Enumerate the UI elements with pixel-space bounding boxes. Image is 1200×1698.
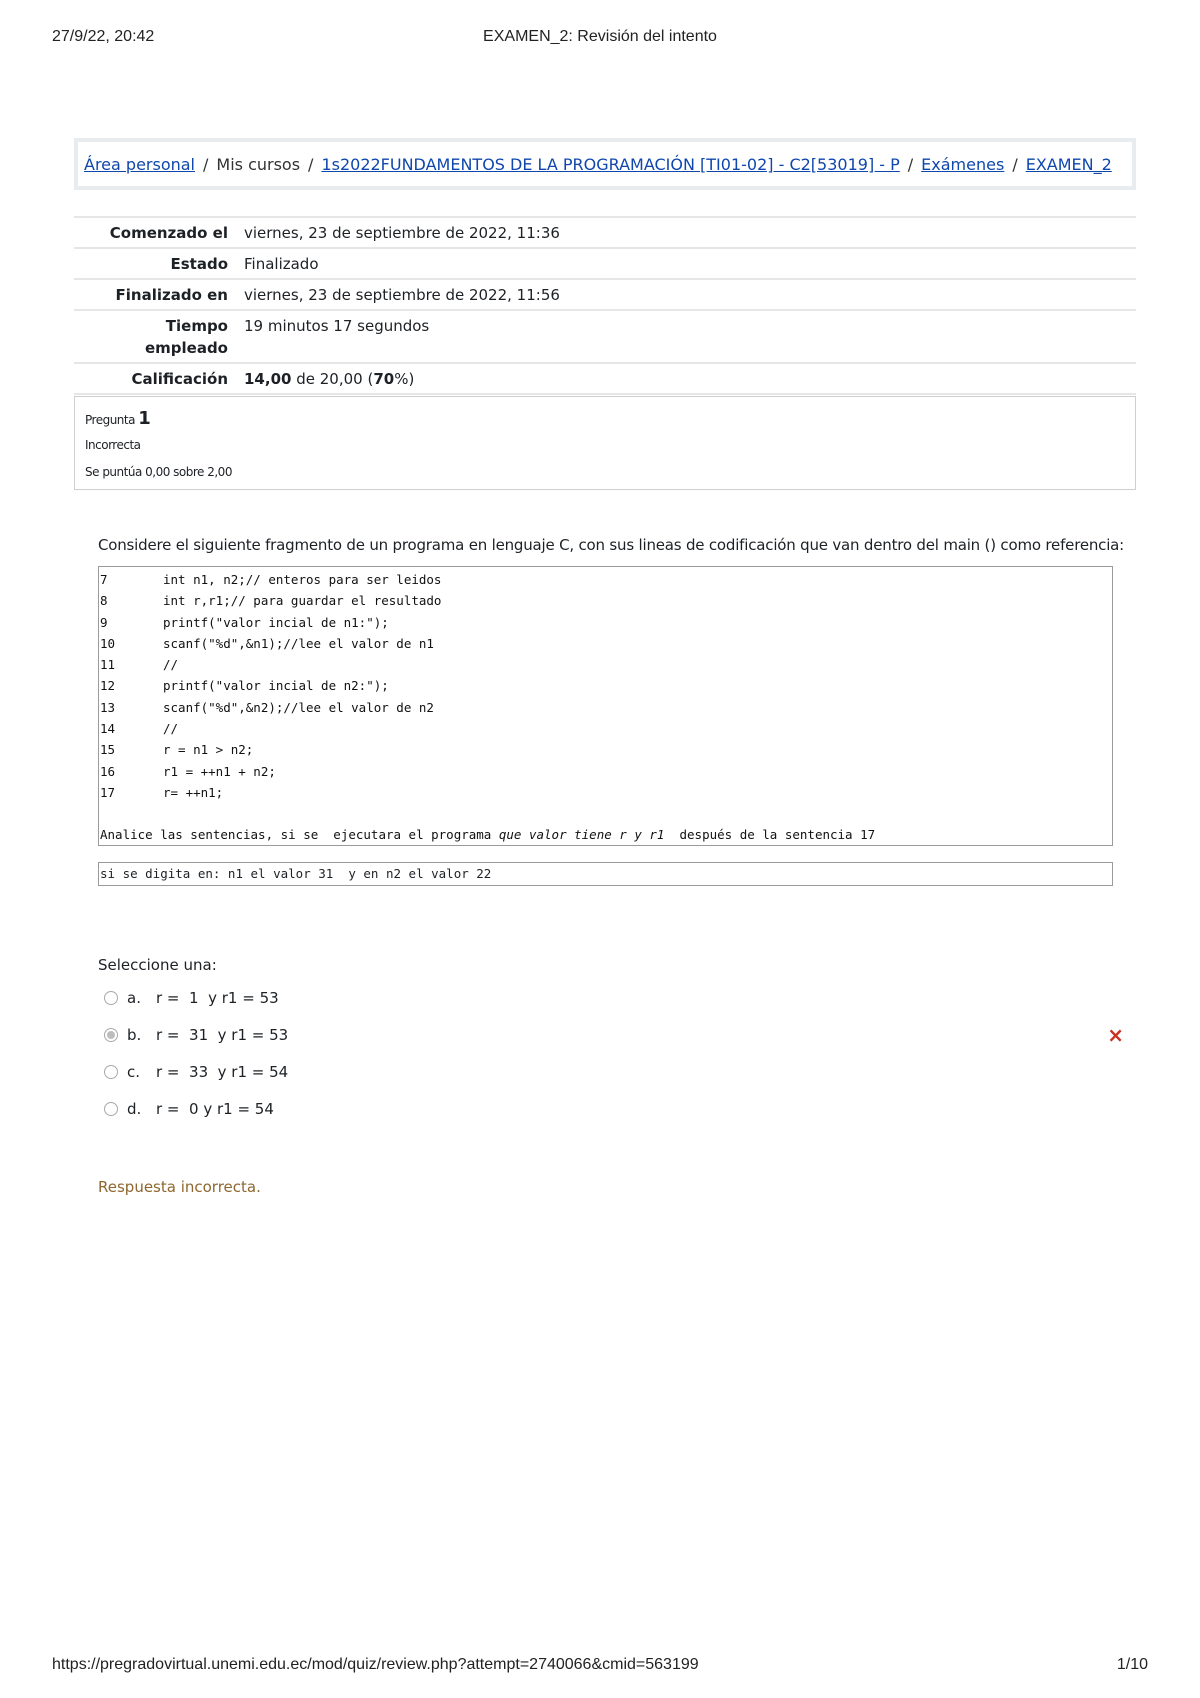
answer-option-c[interactable]: c. r = 33 y r1 = 54	[104, 1059, 1104, 1096]
summary-value: 14,00 de 20,00 (70%)	[244, 370, 415, 388]
radio-button-selected[interactable]	[104, 1028, 118, 1042]
summary-label: Comenzado el	[109, 224, 228, 242]
code-line: 15 r = n1 > n2;	[100, 742, 254, 758]
radio-button[interactable]	[104, 1065, 118, 1079]
code-line: 16 r1 = ++n1 + n2;	[100, 763, 276, 779]
summary-row-finished	[74, 279, 1136, 310]
code-line: 14 //	[100, 721, 179, 737]
breadcrumb-examenes[interactable]: Exámenes	[921, 155, 1005, 174]
code-line: 9 printf("valor incial de n1:");	[100, 614, 389, 630]
select-one-prompt: Seleccione una:	[98, 956, 217, 974]
print-url: https://pregradovirtual.unemi.edu.ec/mod/quiz/review.php?attempt=2740066&cmid=563199	[52, 1656, 699, 1673]
breadcrumb-separator: /	[308, 155, 314, 174]
radio-button[interactable]	[104, 991, 118, 1005]
question-text: Considere el siguiente fragmento de un programa en lenguaje C, con sus lineas de codificación que van dentro del main () como referencia:	[98, 536, 1125, 554]
summary-value: 19 minutos 17 segundos	[244, 317, 430, 335]
input-values-box: si se digita en: n1 el valor 31 y en n2 el valor 22	[98, 862, 1113, 886]
breadcrumb-mis-cursos: Mis cursos	[216, 155, 301, 174]
code-line: 10 scanf("%d",&n1);//lee el valor de n1	[100, 635, 434, 651]
code-line: 7 int n1, n2;// enteros para ser leidos	[100, 572, 442, 587]
answer-option-b[interactable]: b. r = 31 y r1 = 53 ×	[104, 1022, 1104, 1059]
print-header	[52, 28, 1148, 50]
breadcrumb-course[interactable]: 1s2022FUNDAMENTOS DE LA PROGRAMACIÓN [TI01-02] - C2[53019] - P	[321, 155, 900, 174]
print-page-title: EXAMEN_2: Revisión del intento	[483, 28, 717, 45]
incorrect-icon: ×	[1107, 1023, 1124, 1047]
summary-row-grade	[74, 363, 1136, 394]
code-line: 11 //	[100, 657, 179, 673]
print-page-number: 1/10	[1116, 1656, 1148, 1673]
code-line: 8 int r,r1;// para guardar el resultado	[100, 593, 442, 609]
radio-button[interactable]	[104, 1102, 118, 1116]
code-line: 12 printf("valor incial de n2:");	[100, 678, 389, 694]
code-line: 17 r= ++n1;	[100, 784, 224, 800]
summary-value: Finalizado	[244, 255, 319, 273]
attempt-summary-table	[74, 216, 1136, 395]
summary-label: Tiempo empleado	[144, 317, 228, 357]
question-number: Pregunta 1	[85, 408, 151, 429]
breadcrumb-separator: /	[907, 155, 914, 174]
grade-percent: 70	[373, 370, 395, 388]
summary-row-time-taken	[74, 310, 1136, 363]
summary-value: viernes, 23 de septiembre de 2022, 11:56	[244, 286, 560, 304]
answer-option-a[interactable]: a. r = 1 y r1 = 53	[104, 985, 1104, 1022]
code-analysis-line: Analice las sentencias, si se ejecutara el programa que valor tiene r y r1 después de la sentencia 17	[100, 827, 876, 843]
summary-label: Calificación	[131, 370, 228, 388]
breadcrumb-separator: /	[1012, 155, 1018, 174]
summary-row-state	[74, 248, 1136, 279]
question-info-box	[74, 396, 1136, 490]
print-datetime: 27/9/22, 20:42	[52, 28, 155, 45]
code-line: 13 scanf("%d",&n2);//lee el valor de n2	[100, 699, 434, 715]
breadcrumb-separator: /	[203, 155, 209, 174]
breadcrumb-examen-2[interactable]: EXAMEN_2	[1025, 155, 1112, 174]
print-footer	[52, 1656, 1148, 1678]
answer-option-d[interactable]: d. r = 0 y r1 = 54	[104, 1096, 1104, 1133]
summary-label: Finalizado en	[115, 286, 228, 304]
summary-value: viernes, 23 de septiembre de 2022, 11:36	[244, 224, 560, 242]
answer-feedback: Respuesta incorrecta.	[98, 1178, 261, 1196]
question-state: Incorrecta	[85, 438, 141, 452]
summary-row-started	[74, 217, 1136, 248]
answer-options	[104, 985, 1124, 1133]
code-block	[98, 566, 1113, 846]
grade-value: 14,00	[244, 370, 292, 388]
summary-label: Estado	[170, 255, 228, 273]
breadcrumb-area-personal[interactable]: Área personal	[84, 155, 195, 174]
question-grade: Se puntúa 0,00 sobre 2,00	[85, 465, 232, 479]
breadcrumb	[74, 138, 1136, 190]
